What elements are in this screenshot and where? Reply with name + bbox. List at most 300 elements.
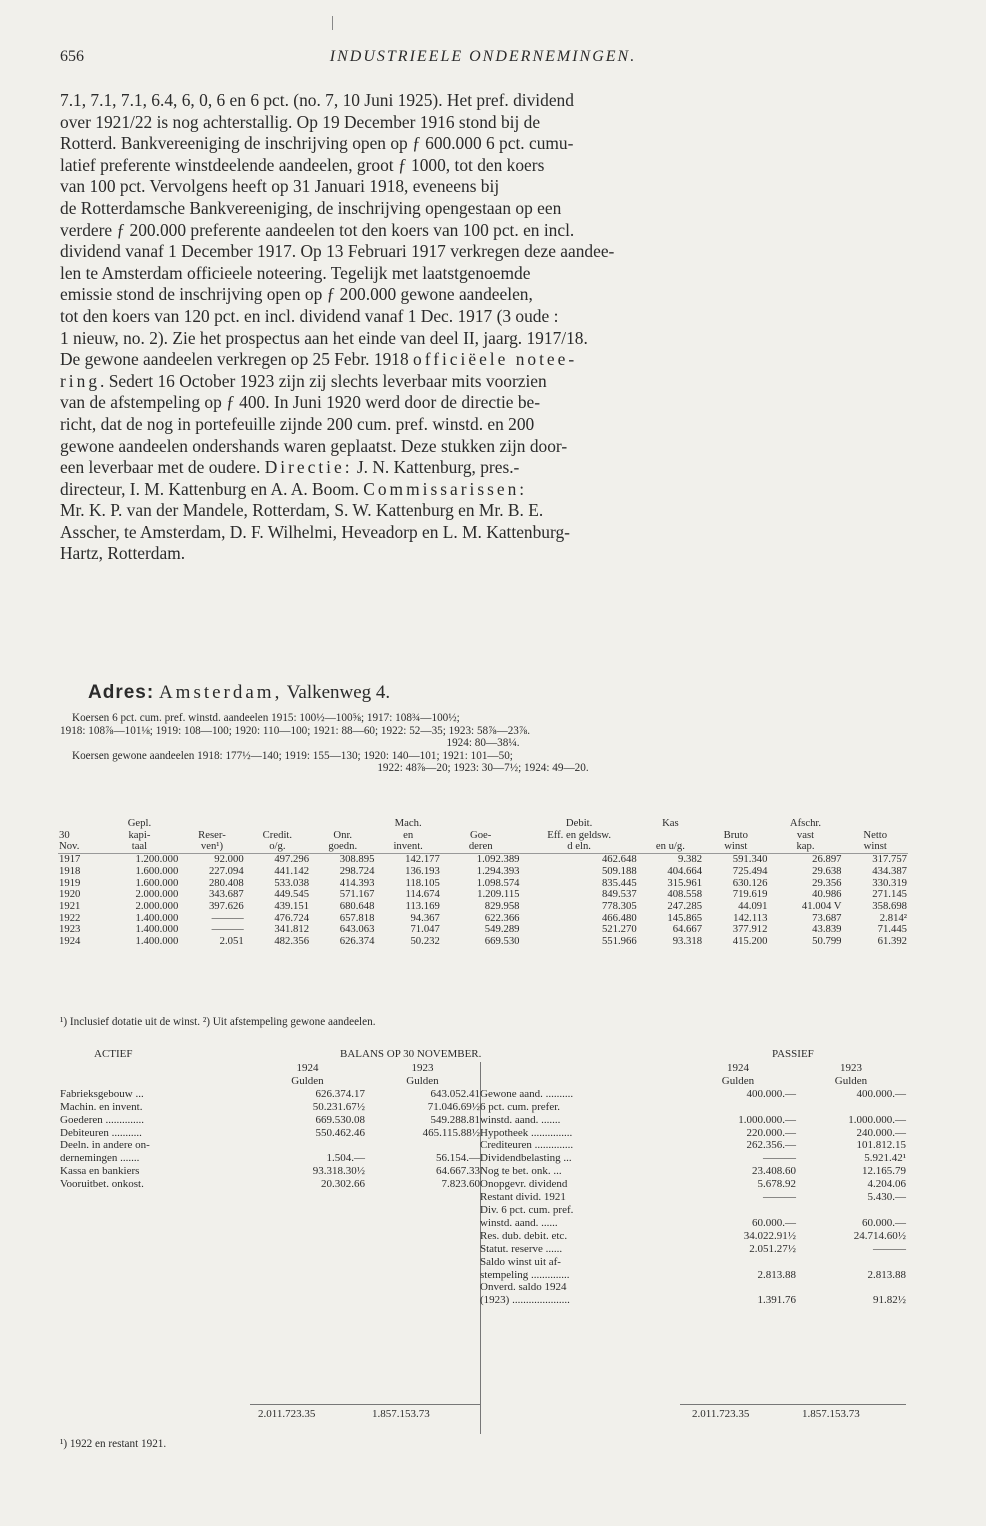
balance-value: 400.000.— <box>746 1087 796 1100</box>
stats-body <box>58 854 908 948</box>
balance-label: Gewone aand. .......... <box>480 1087 574 1100</box>
page-header <box>60 48 906 68</box>
stats-cell: 44.091 <box>738 899 768 912</box>
running-title: INDUSTRIEELE ONDERNEMINGEN. <box>329 48 637 65</box>
text-line <box>60 371 906 393</box>
stats-cell: 476.724 <box>274 911 310 924</box>
balance-value: 101.812.15 <box>856 1139 906 1152</box>
passief-row <box>480 1230 906 1243</box>
text-line: Hartz, Rotterdam. <box>60 543 186 564</box>
balance-label: Deeln. in andere on- <box>60 1139 150 1152</box>
stats-cell: 308.895 <box>339 853 375 866</box>
stats-cell: 93.318 <box>672 935 703 948</box>
text-line <box>60 349 906 371</box>
stats-cell: 73.687 <box>812 911 842 924</box>
stats-header-cell: en u/g. <box>638 841 703 853</box>
stats-cell: 829.958 <box>484 899 520 912</box>
text-fragment: een leverbaar met de oudere. <box>60 457 265 478</box>
stats-cell: 551.966 <box>601 935 637 948</box>
balance-label: (1923) ..................... <box>480 1294 570 1307</box>
stats-cell: 669.530 <box>484 935 520 948</box>
passief-row <box>480 1165 906 1178</box>
balance-label: Saldo winst uit af- <box>480 1255 561 1268</box>
total-passief-1923: 1.857.153.73 <box>802 1408 860 1420</box>
passief-row <box>480 1152 906 1165</box>
text-line: 1 nieuw, no. 2). Zie het prospectus aan het einde van deel II, jaarg. 1917/18. <box>60 327 588 348</box>
text-line: verdere ƒ 200.000 preferente aandeelen tot den koers van 100 pct. en incl. <box>60 219 575 240</box>
stats-cell: ——— <box>211 911 244 924</box>
stats-header-cell: en <box>403 828 414 841</box>
balance-value: 4.204.06 <box>867 1178 906 1191</box>
stats-cell: 114.674 <box>405 888 440 901</box>
stats-cell: 1924 <box>59 935 81 948</box>
address-city: Amsterdam, <box>158 682 283 703</box>
stats-cell: 29.638 <box>812 864 842 877</box>
balance-header <box>60 1048 906 1062</box>
stats-cell: 330.319 <box>872 876 907 889</box>
actief-row <box>60 1152 480 1165</box>
stats-cell: 1921 <box>59 899 81 912</box>
balance-sheet <box>60 1048 906 1420</box>
stats-cell: 26.897 <box>812 853 842 866</box>
passief-row <box>480 1127 906 1140</box>
total-passief-1924: 2.011.723.35 <box>692 1408 750 1420</box>
balance-value: ——— <box>873 1242 906 1255</box>
stats-cell: 1917 <box>59 853 81 866</box>
stats-cell: 71.047 <box>410 923 440 936</box>
text-fragment: J. N. Kattenburg, pres.- <box>352 457 520 478</box>
year-heading: 1923 <box>840 1062 862 1074</box>
stats-cell: 280.408 <box>208 876 244 889</box>
stats-header-cell: deren <box>441 841 521 853</box>
balance-value <box>680 1204 796 1217</box>
address-line <box>88 682 390 704</box>
total-actief-1923: 1.857.153.73 <box>372 1408 430 1420</box>
stats-cell: 657.818 <box>339 911 375 924</box>
stats-cell: 1.400.000 <box>135 935 179 948</box>
stats-header-cell: vast <box>796 828 815 841</box>
unit-heading: Gulden <box>834 1074 868 1087</box>
balance-value <box>680 1281 796 1294</box>
stats-cell: 591.340 <box>732 853 768 866</box>
balance-label: Div. 6 pct. cum. pref. <box>480 1203 574 1216</box>
balance-value: 669.530.08 <box>315 1113 365 1126</box>
stats-cell: 509.188 <box>601 864 637 877</box>
stats-cell: 136.193 <box>405 864 440 877</box>
text-line: van de afstempeling op ƒ 400. In Juni 1920 werd door de directie be- <box>60 392 541 413</box>
balance-value: 643.052.41 <box>430 1087 480 1100</box>
stats-cell: 849.537 <box>601 888 637 901</box>
stats-cell: 50.799 <box>812 935 842 948</box>
stats-cell: 29.356 <box>812 876 842 889</box>
stats-header-cell: Gepl. <box>127 817 152 829</box>
stats-cell: 466.480 <box>601 911 637 924</box>
stats-cell: 1.098.574 <box>476 876 520 889</box>
stats-header-cell: Nov. <box>58 841 100 853</box>
stats-row <box>58 854 908 866</box>
balance-value: 549.288.81 <box>430 1113 480 1126</box>
stats-cell: 61.392 <box>877 935 907 948</box>
stats-cell: 1.092.389 <box>476 853 520 866</box>
balance-value: 20.302.66 <box>321 1178 365 1191</box>
stats-header-cell: winst <box>843 841 908 853</box>
balance-value <box>250 1139 365 1152</box>
stats-cell: 643.063 <box>339 923 375 936</box>
balance-value: 2.813.88 <box>867 1268 906 1281</box>
year-heading: 1924 <box>727 1062 749 1074</box>
stats-header-cell: kap. <box>768 841 842 853</box>
stats-cell: 9.382 <box>678 853 703 866</box>
actief-column <box>60 1062 480 1191</box>
stats-row <box>58 866 908 878</box>
stats-cell: 2.051 <box>219 935 244 948</box>
stats-header-cell <box>703 818 768 830</box>
balance-value: 5.678.92 <box>757 1178 796 1191</box>
text-line: 7.1, 7.1, 7.1, 6.4, 6, 0, 6 en 6 pct. (no. 7, 10 Juni 1925). Het pref. dividend <box>60 90 574 110</box>
total-rule <box>250 1404 480 1405</box>
balance-label: Machin. en invent. <box>60 1100 143 1113</box>
balance-value: 60.000.— <box>752 1216 796 1229</box>
actief-row <box>60 1139 480 1152</box>
pref-quotes-line: 1924: 80—38¼. <box>446 737 520 749</box>
balance-label: Statut. reserve ...... <box>480 1242 563 1255</box>
stats-cell: 2.000.000 <box>135 888 179 901</box>
stats-header-cell: Onr. <box>333 828 353 841</box>
text-line: Asscher, te Amsterdam, D. F. Wilhelmi, Heveadorp en L. M. Kattenburg- <box>60 521 570 542</box>
passief-row <box>480 1243 906 1256</box>
stats-cell: 571.167 <box>339 888 375 901</box>
financial-stats-table <box>58 818 908 948</box>
stats-cell: 142.177 <box>405 853 440 866</box>
balance-unit-row <box>60 1075 480 1088</box>
total-actief-1924: 2.011.723.35 <box>258 1408 316 1420</box>
balance-label: winstd. aand. ....... <box>480 1113 561 1126</box>
stats-cell: 317.757 <box>872 853 907 866</box>
stats-cell: 449.545 <box>274 888 310 901</box>
stats-cell: 1918 <box>59 864 81 877</box>
balance-value <box>796 1256 906 1269</box>
balance-value: 1.504.— <box>326 1152 365 1165</box>
stats-cell: 626.374 <box>339 935 375 948</box>
stats-cell: 118.105 <box>405 876 440 889</box>
stats-header-cell: Credit. <box>262 828 293 841</box>
balance-label: Onopgevr. dividend <box>480 1178 568 1191</box>
common-quotes-line: 1922: 48⅞—20; 1923: 30—7½; 1924: 49—20. <box>377 762 589 774</box>
stats-cell: 549.289 <box>484 923 520 936</box>
spaced-term: Directie: <box>264 457 353 478</box>
stats-cell: 40.986 <box>812 888 842 901</box>
stats-cell: 497.296 <box>274 853 310 866</box>
stats-cell: 113.169 <box>405 899 440 912</box>
balance-label: Res. dub. debit. etc. <box>480 1229 568 1242</box>
passief-label: PASSIEF <box>772 1048 814 1060</box>
stats-header-row <box>58 818 908 830</box>
stats-cell: 1922 <box>59 911 81 924</box>
balance-unit-row <box>480 1075 906 1088</box>
stats-header-cell <box>179 818 244 830</box>
balance-value: 240.000.— <box>856 1126 906 1139</box>
balance-value: 12.165.79 <box>862 1165 906 1178</box>
balance-value: 64.667.33 <box>436 1165 480 1178</box>
stats-header-cell: winst <box>703 841 768 853</box>
stats-header-cell: Debit. <box>565 817 593 829</box>
text-line: latief preferente winstdeelende aandeelen, groot ƒ 1000, tot den koers <box>60 154 545 175</box>
balance-label: stempeling .............. <box>480 1268 570 1281</box>
stats-cell: 315.961 <box>667 876 703 889</box>
stats-cell: 439.151 <box>274 899 310 912</box>
balance-value: 93.318.30½ <box>312 1165 365 1178</box>
text-line: de Rotterdamsche Bankvereeniging, de inschrijving opengestaan op een <box>60 197 562 218</box>
balance-value: ——— <box>763 1191 796 1204</box>
balance-value: 2.051.27½ <box>749 1242 796 1255</box>
actief-label: ACTIEF <box>94 1048 133 1060</box>
balance-value: 34.022.91½ <box>743 1229 796 1242</box>
balance-footnote: ¹) 1922 en restant 1921. <box>60 1438 167 1450</box>
passief-row <box>480 1204 906 1217</box>
balance-value <box>680 1256 796 1269</box>
text-line: over 1921/22 is nog achterstallig. Op 19 December 1916 stond bij de <box>60 111 541 132</box>
stats-cell: 2.814² <box>879 911 907 924</box>
stats-cell: 64.667 <box>672 923 703 936</box>
stats-header-cell <box>245 818 310 830</box>
text-line: richt, dat de nog in portefeuille zijnde 200 cum. pref. winstd. en 200 <box>60 413 535 434</box>
stats-header-cell: Afschr. <box>789 817 822 829</box>
passief-row <box>480 1217 906 1230</box>
stats-cell: 1919 <box>59 876 81 889</box>
balance-value: 262.356.— <box>746 1139 796 1152</box>
balance-label: Crediteuren .............. <box>480 1139 574 1152</box>
stats-cell: 142.113 <box>733 911 768 924</box>
stats-cell: 298.724 <box>339 864 375 877</box>
stats-header-row <box>58 841 908 853</box>
stats-cell: 521.270 <box>601 923 637 936</box>
text-line: dividend vanaf 1 December 1917. Op 13 Februari 1917 verkregen deze aandee- <box>60 241 615 262</box>
actief-row <box>60 1101 480 1114</box>
stats-cell: 1.294.393 <box>476 864 520 877</box>
actief-row <box>60 1114 480 1127</box>
text-line <box>60 457 906 479</box>
balance-year-row <box>60 1062 480 1075</box>
balance-label: Onverd. saldo 1924 <box>480 1281 567 1294</box>
balance-label: Goederen .............. <box>60 1113 145 1126</box>
price-quotes <box>60 712 906 775</box>
text-line: Mr. K. P. van der Mandele, Rotterdam, S. W. Kattenburg en Mr. B. E. <box>60 500 544 521</box>
balance-value: 50.231.67½ <box>312 1100 365 1113</box>
balance-value: 626.374.17 <box>315 1087 365 1100</box>
balance-value: 465.115.88½ <box>422 1126 480 1139</box>
stats-header-cell <box>843 818 908 830</box>
stats-cell: 415.200 <box>732 935 768 948</box>
stats-cell: 397.626 <box>208 899 244 912</box>
stats-row <box>58 936 908 948</box>
spaced-term: Commissarissen: <box>363 478 528 499</box>
stats-row <box>58 913 908 925</box>
passief-row <box>480 1269 906 1282</box>
balance-value: 23.408.60 <box>752 1165 796 1178</box>
text-line: tot den koers van 120 pct. en incl. dividend vanaf 1 Dec. 1917 (3 oude : <box>60 305 559 326</box>
stats-header-cell: taal <box>100 841 180 853</box>
stats-cell: 71.445 <box>877 923 907 936</box>
stats-cell: ——— <box>211 923 244 936</box>
stats-cell: 1.400.000 <box>135 911 179 924</box>
stats-cell: 145.865 <box>667 911 703 924</box>
balance-value: 1.000.000.— <box>738 1113 796 1126</box>
balance-value: 1.000.000.— <box>848 1113 906 1126</box>
balance-value: 24.714.60½ <box>853 1229 906 1242</box>
passief-table <box>480 1062 906 1307</box>
passief-row <box>480 1256 906 1269</box>
passief-row <box>480 1101 906 1114</box>
stats-cell: 482.356 <box>274 935 310 948</box>
text-fragment: De gewone aandeelen verkregen op 25 Febr. 1918 <box>60 349 414 370</box>
text-line <box>60 479 906 501</box>
pref-quotes-line: 1918: 108⅞—101⅛; 1919: 108—100; 1920: 110—100; 1921: 88—60; 1922: 52—35; 1923: 58⅞—23⅞. <box>60 724 531 737</box>
stats-row <box>58 924 908 936</box>
stats-header-cell: goedn. <box>310 841 375 853</box>
actief-row <box>60 1127 480 1140</box>
stats-cell: 2.000.000 <box>135 899 179 912</box>
address-street: Valkenweg 4. <box>286 682 391 703</box>
passief-row <box>480 1088 906 1101</box>
stats-cell: 1923 <box>59 923 81 936</box>
text-line: Rotterd. Bankvereeniging de inschrijving open op ƒ 600.000 6 pct. cumu- <box>60 133 574 154</box>
balance-value: 2.813.88 <box>757 1268 796 1281</box>
text-fragment: . Sedert 16 October 1923 zijn zij slechts leverbaar mits voorzien <box>100 370 547 391</box>
stats-header-cell: ven¹) <box>179 841 244 853</box>
stats-header-cell: Goe- <box>469 828 492 841</box>
passief-row <box>480 1114 906 1127</box>
actief-row <box>60 1178 480 1191</box>
stats-cell: 227.094 <box>208 864 244 877</box>
pref-quotes-line: Koersen 6 pct. cum. pref. winstd. aandeelen 1915: 100½—100⅝; 1917: 108¾—100½; <box>72 712 460 724</box>
balance-value <box>365 1139 480 1152</box>
stats-header-cell <box>441 818 521 830</box>
stats-header-cell: Netto <box>863 828 888 841</box>
stats-cell: 414.393 <box>339 876 375 889</box>
stats-row <box>58 889 908 901</box>
body-paragraph <box>60 90 906 565</box>
stats-cell: 441.142 <box>274 864 310 877</box>
stats-cell: 377.912 <box>732 923 768 936</box>
passief-row <box>480 1139 906 1152</box>
year-heading: 1923 <box>411 1062 434 1074</box>
passief-row <box>480 1191 906 1204</box>
page-number: 656 <box>60 48 84 65</box>
balance-label: winstd. aand. ...... <box>480 1216 558 1229</box>
unit-heading: Gulden <box>291 1074 324 1087</box>
year-heading: 1924 <box>296 1062 319 1074</box>
balance-label: Nog te bet. onk. ... <box>480 1165 562 1178</box>
stats-header-cell: Eff. en geldsw. <box>547 828 611 841</box>
stats-cell: 680.648 <box>339 899 375 912</box>
stats-cell: 1.600.000 <box>135 876 179 889</box>
stats-header-cell: Mach. <box>394 817 422 829</box>
passief-row <box>480 1294 906 1307</box>
balance-label: Dividendbelasting ... <box>480 1152 572 1165</box>
stats-footnote: ¹) Inclusief dotatie uit de winst. ²) Uit afstempeling gewone aandeelen. <box>60 1016 376 1028</box>
balance-value: 5.921.42¹ <box>864 1152 906 1165</box>
balance-value: 56.154.— <box>436 1152 480 1165</box>
total-rule <box>680 1404 906 1405</box>
stats-cell: 434.387 <box>872 864 907 877</box>
balance-value: 7.823.60 <box>441 1178 480 1191</box>
stats-cell: 1.200.000 <box>135 853 179 866</box>
margin-mark <box>332 16 333 30</box>
balance-label: Vooruitbet. onkost. <box>60 1178 144 1191</box>
stats-header-cell: invent. <box>375 841 440 853</box>
passief-column <box>480 1062 906 1307</box>
balance-value: 220.000.— <box>746 1126 796 1139</box>
stats-cell: 247.285 <box>667 899 703 912</box>
actief-body <box>60 1088 480 1191</box>
balance-label: dernemingen ....... <box>60 1152 140 1165</box>
unit-heading: Gulden <box>406 1074 439 1087</box>
stats-cell: 92.000 <box>214 853 244 866</box>
balance-label: 6 pct. cum. prefer. <box>480 1100 561 1113</box>
stats-header-cell: d eln. <box>521 841 638 853</box>
balance-label: Hypotheek ............... <box>480 1126 573 1139</box>
passief-row <box>480 1281 906 1294</box>
stats-cell: 1.600.000 <box>135 864 179 877</box>
stats-cell: 835.445 <box>601 876 637 889</box>
balance-value: 1.391.76 <box>757 1294 796 1307</box>
stats-cell: 341.812 <box>274 923 310 936</box>
stats-cell: 43.839 <box>812 923 842 936</box>
common-quotes-line: Koersen gewone aandeelen 1918: 177½—140; 1919: 155—130; 1920: 140—101; 1921: 101—50; <box>72 749 513 762</box>
stats-header-cell: Bruto <box>723 828 748 841</box>
stats-cell: 719.619 <box>732 888 768 901</box>
stats-cell: 778.305 <box>601 899 637 912</box>
stats-cell: 343.687 <box>208 888 244 901</box>
stats-cell: 358.698 <box>872 899 907 912</box>
stats-cell: 41.004 V <box>801 899 842 912</box>
stats-cell: 1920 <box>59 888 81 901</box>
balance-value <box>796 1101 906 1114</box>
stats-header-cell: o/g. <box>245 841 310 853</box>
balance-label: Kassa en bankiers <box>60 1165 140 1178</box>
stats-cell: 271.145 <box>872 888 907 901</box>
stats-row <box>58 901 908 913</box>
balance-value <box>680 1101 796 1114</box>
stats-header-cell: kapi- <box>128 828 151 841</box>
stats-header-cell: 30 <box>59 828 70 841</box>
text-line: gewone aandeelen ondershands waren geplaatst. Deze stukken zijn door- <box>60 435 568 456</box>
balance-label: Restant divid. 1921 <box>480 1191 566 1204</box>
balance-value <box>796 1281 906 1294</box>
text-line: emissie stond de inschrijving open op ƒ 200.000 gewone aandeelen, <box>60 284 533 305</box>
actief-row <box>60 1165 480 1178</box>
balance-title: BALANS OP 30 NOVEMBER. <box>340 1048 482 1060</box>
actief-table <box>60 1062 480 1191</box>
actief-row <box>60 1088 480 1101</box>
stats-cell: 725.494 <box>732 864 768 877</box>
address-label: Adres: <box>88 682 155 703</box>
balance-value: ——— <box>763 1152 796 1165</box>
stats-cell: 404.664 <box>667 864 703 877</box>
balance-year-row <box>480 1062 906 1075</box>
stats-cell: 1.209.115 <box>477 888 520 901</box>
balance-value: 400.000.— <box>856 1087 906 1100</box>
spaced-term: officiëele notee- <box>413 349 578 370</box>
passief-row <box>480 1178 906 1191</box>
stats-header-cell: Kas <box>662 817 679 829</box>
stats-cell: 1.400.000 <box>135 923 179 936</box>
balance-value: 71.046.69½ <box>427 1100 480 1113</box>
stats-cell: 622.366 <box>484 911 520 924</box>
passief-body <box>480 1088 906 1307</box>
stats-cell: 630.126 <box>732 876 768 889</box>
text-fragment: directeur, I. M. Kattenburg en A. A. Boom. <box>60 478 364 499</box>
